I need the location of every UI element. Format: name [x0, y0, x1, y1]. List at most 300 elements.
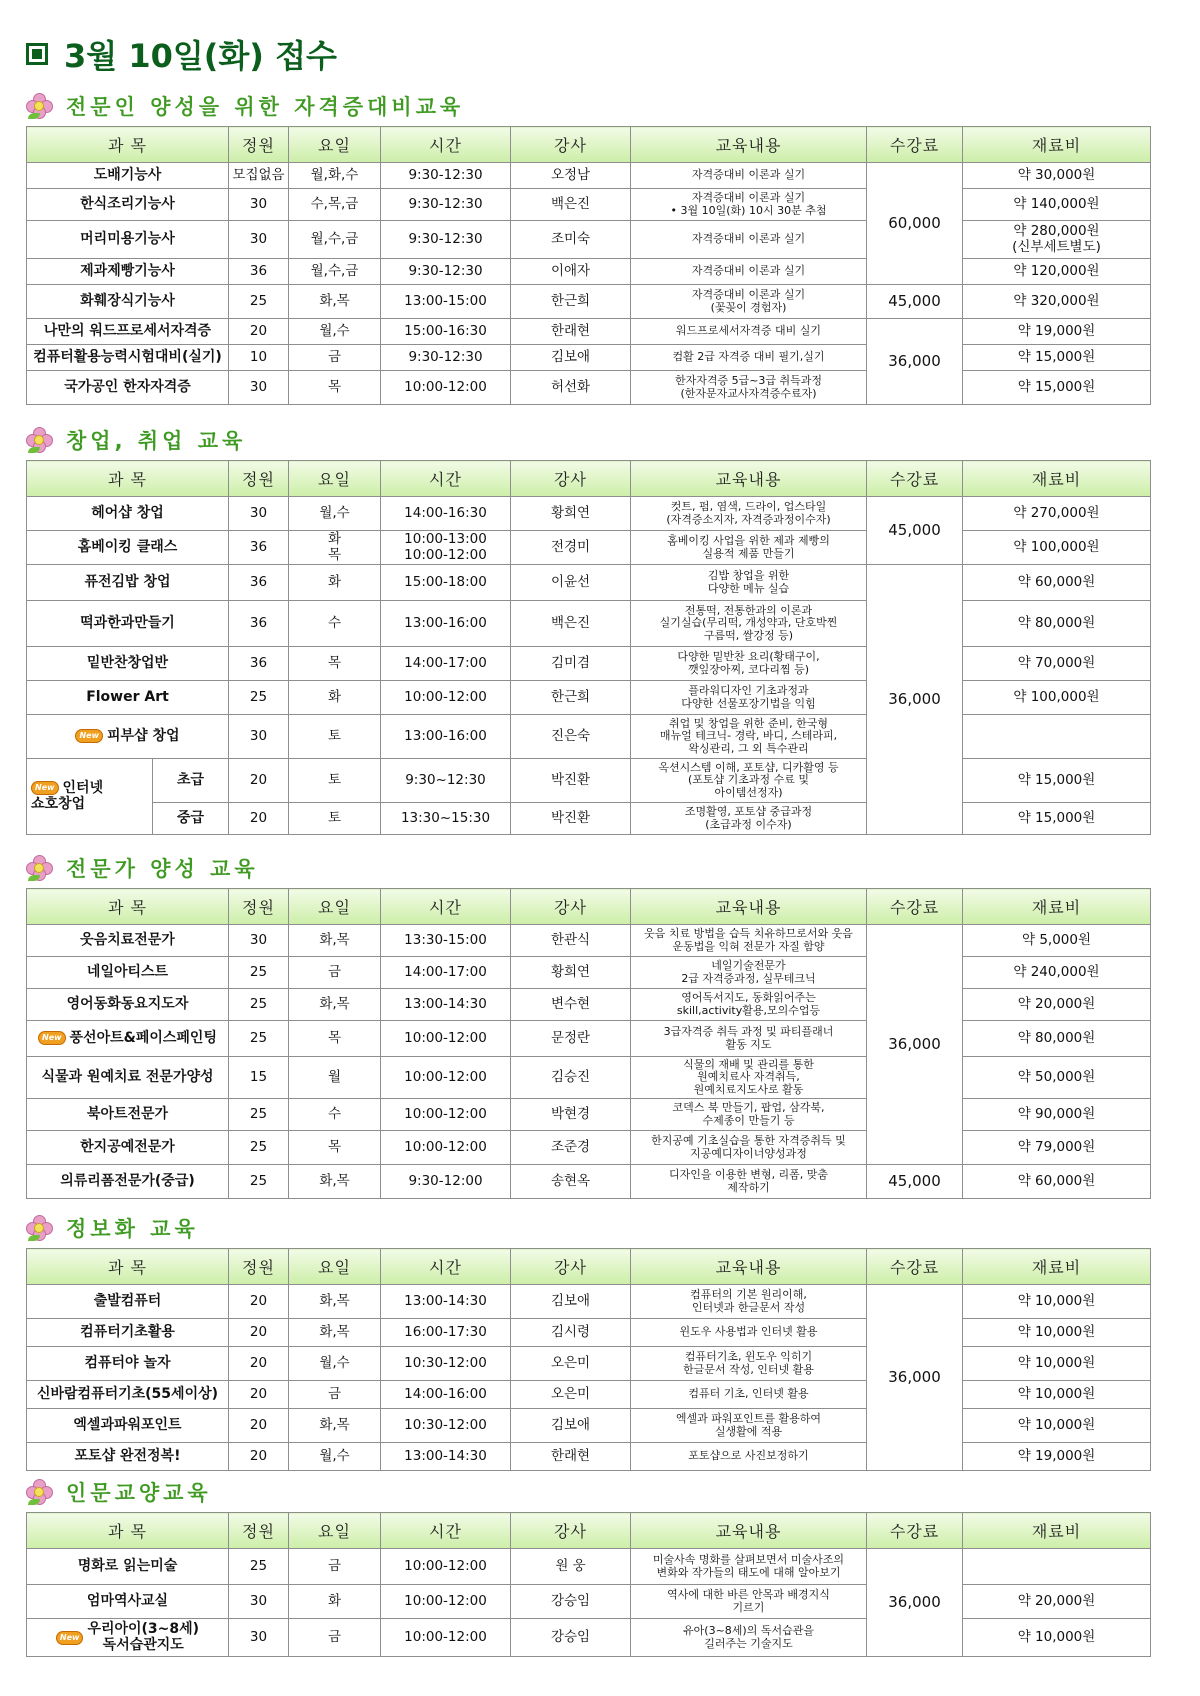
course-table — [26, 888, 1151, 1199]
course-name — [27, 1021, 229, 1057]
days: 목 — [289, 371, 381, 405]
tuition-fee: 45,000 — [867, 1165, 963, 1199]
days: 화,목 — [289, 925, 381, 957]
table-row — [27, 715, 1151, 759]
table-header-row — [27, 1249, 1151, 1285]
tuition-fee: 36,000 — [867, 1285, 963, 1471]
time: 9:30-12:30 — [381, 221, 511, 259]
time: 14:00-17:00 — [381, 647, 511, 681]
content: 플라워디자인 기초과정과 다양한 선물포장기법을 익힘 — [631, 681, 867, 715]
capacity: 20 — [229, 319, 289, 345]
capacity: 30 — [229, 1619, 289, 1657]
content: 홈베이킹 사업을 위한 제과 제빵의 실용적 제품 만들기 — [631, 531, 867, 565]
time: 10:00-12:00 — [381, 1099, 511, 1131]
table-row — [27, 759, 1151, 803]
header-time: 시간 — [381, 1249, 511, 1285]
header-fee: 수강료 — [867, 889, 963, 925]
content: 웃음 치료 방법을 습득 치유하므로서와 웃음 운동법을 익혀 전문가 자질 함양 — [631, 925, 867, 957]
material-fee: 약 270,000원 — [963, 497, 1151, 531]
content: 자격증대비 이론과 실기 — [631, 221, 867, 259]
days: 월,수 — [289, 319, 381, 345]
course-table — [26, 1248, 1151, 1471]
time: 13:00-14:30 — [381, 989, 511, 1021]
table-row — [27, 531, 1151, 565]
capacity: 25 — [229, 957, 289, 989]
course-name: 국가공인 한자자격증 — [27, 371, 229, 405]
teacher: 황희연 — [511, 497, 631, 531]
section-title: 창업, 취업 교육 — [66, 429, 247, 453]
teacher: 백은진 — [511, 189, 631, 221]
table-row — [27, 1021, 1151, 1057]
time: 14:00-17:00 — [381, 957, 511, 989]
course-table — [26, 126, 1151, 405]
content: 다양한 밑반찬 요리(황태구이, 깻잎장아찌, 코다리찜 등) — [631, 647, 867, 681]
time: 10:30-12:00 — [381, 1409, 511, 1443]
content: 자격증대비 이론과 실기 (꽃꽂이 경험자) — [631, 285, 867, 319]
header-fee: 수강료 — [867, 461, 963, 497]
teacher: 강승임 — [511, 1619, 631, 1657]
capacity: 모집없음 — [229, 163, 289, 189]
course-name: 포토샵 완전정복! — [27, 1443, 229, 1471]
course-name: 출발컴퓨터 — [27, 1285, 229, 1319]
header-course: 과 목 — [27, 461, 229, 497]
material-fee: 약 80,000원 — [963, 601, 1151, 647]
header-time: 시간 — [381, 461, 511, 497]
time: 9:30~12:30 — [381, 759, 511, 803]
header-material: 재료비 — [963, 889, 1151, 925]
teacher: 전경미 — [511, 531, 631, 565]
content: 유아(3~8세)의 독서습관을 길러주는 기술지도 — [631, 1619, 867, 1657]
capacity: 25 — [229, 1165, 289, 1199]
teacher: 김시령 — [511, 1319, 631, 1347]
capacity: 36 — [229, 601, 289, 647]
days: 화 — [289, 565, 381, 601]
course-name: 컴퓨터야 놀자 — [27, 1347, 229, 1381]
time: 10:00-12:00 — [381, 1057, 511, 1099]
course-name-text: 인터넷 쇼호창업 — [31, 779, 104, 812]
teacher: 김미겸 — [511, 647, 631, 681]
header-days: 요일 — [289, 127, 381, 163]
time: 10:00-12:00 — [381, 1549, 511, 1585]
course-name: 떡과한과만들기 — [27, 601, 229, 647]
header-teacher: 강사 — [511, 127, 631, 163]
table-row — [27, 647, 1151, 681]
tuition-fee: 36,000 — [867, 925, 963, 1165]
course-name-text: 풍선아트&페이스페인팅 — [69, 1029, 217, 1046]
header-time: 시간 — [381, 127, 511, 163]
time: 9:30-12:30 — [381, 345, 511, 371]
table-row — [27, 957, 1151, 989]
capacity: 30 — [229, 221, 289, 259]
table-row — [27, 163, 1151, 189]
material-fee: 약 80,000원 — [963, 1021, 1151, 1057]
table-row — [27, 803, 1151, 835]
material-fee: 약 60,000원 — [963, 565, 1151, 601]
material-fee: 약 100,000원 — [963, 531, 1151, 565]
course-name: 머리미용기능사 — [27, 221, 229, 259]
capacity: 25 — [229, 1021, 289, 1057]
time: 15:00-18:00 — [381, 565, 511, 601]
course-name — [27, 1619, 229, 1657]
course-name — [27, 759, 153, 835]
teacher: 강승임 — [511, 1585, 631, 1619]
course-name: 나만의 워드프로세서자격증 — [27, 319, 229, 345]
table-row — [27, 345, 1151, 371]
capacity: 20 — [229, 1409, 289, 1443]
material-fee: 약 240,000원 — [963, 957, 1151, 989]
table-row — [27, 1057, 1151, 1099]
days: 월,수 — [289, 1347, 381, 1381]
content: 엑셀과 파워포인트를 활용하여 실생활에 적용 — [631, 1409, 867, 1443]
course-name: 도배기능사 — [27, 163, 229, 189]
course-name: 화훼장식기능사 — [27, 285, 229, 319]
new-badge-icon: New — [56, 1631, 84, 1645]
header-time: 시간 — [381, 889, 511, 925]
header-days: 요일 — [289, 1513, 381, 1549]
time: 9:30-12:30 — [381, 189, 511, 221]
table-row — [27, 319, 1151, 345]
table-row — [27, 497, 1151, 531]
days: 금 — [289, 957, 381, 989]
teacher: 원 웅 — [511, 1549, 631, 1585]
teacher: 한관식 — [511, 925, 631, 957]
course-name-text: 우리아이(3~8세) 독서습관지도 — [87, 1620, 200, 1653]
content: 컷트, 펌, 염색, 드라이, 업스타일 (자격증소지자, 자격증과정이수자) — [631, 497, 867, 531]
days: 목 — [289, 1021, 381, 1057]
days: 금 — [289, 345, 381, 371]
material-fee: 약 10,000원 — [963, 1381, 1151, 1409]
content: 한지공예 기초실습을 통한 자격증취득 및 지공예디자이너양성과정 — [631, 1131, 867, 1165]
teacher: 조준경 — [511, 1131, 631, 1165]
header-fee: 수강료 — [867, 1249, 963, 1285]
header-course: 과 목 — [27, 1249, 229, 1285]
capacity: 36 — [229, 647, 289, 681]
content: 취업 및 창업을 위한 준비, 한국형 매뉴얼 테크닉- 경락, 바디, 스테라피, 왁싱관리, 그 외 특수관리 — [631, 715, 867, 759]
tuition-fee: 36,000 — [867, 1549, 963, 1657]
table-header-row — [27, 127, 1151, 163]
time: 13:30~15:30 — [381, 803, 511, 835]
table-row — [27, 925, 1151, 957]
content: 미술사속 명화를 살펴보면서 미술사조의 변화와 작가들의 태도에 대해 알아보기 — [631, 1549, 867, 1585]
header-content: 교육내용 — [631, 127, 867, 163]
course-name: 엑셀과파워포인트 — [27, 1409, 229, 1443]
teacher: 김보애 — [511, 345, 631, 371]
content: 전통떡, 전통한과의 이론과 실기실습(무리떡, 개성약과, 단호박찐 구름떡, 쌀강정 등) — [631, 601, 867, 647]
days: 토 — [289, 715, 381, 759]
table-row — [27, 1619, 1151, 1657]
teacher: 김보애 — [511, 1285, 631, 1319]
time: 9:30-12:00 — [381, 1165, 511, 1199]
tuition-fee: 45,000 — [867, 497, 963, 565]
table-row — [27, 1285, 1151, 1319]
days: 월,수 — [289, 1443, 381, 1471]
teacher: 이윤선 — [511, 565, 631, 601]
days: 화 — [289, 1585, 381, 1619]
table-header-row — [27, 1513, 1151, 1549]
section-expert — [26, 848, 1150, 1199]
time: 10:30-12:00 — [381, 1347, 511, 1381]
table-row — [27, 1381, 1151, 1409]
table-header-row — [27, 889, 1151, 925]
material-fee: 약 320,000원 — [963, 285, 1151, 319]
material-fee: 약 15,000원 — [963, 803, 1151, 835]
teacher: 백은진 — [511, 601, 631, 647]
material-fee: 약 5,000원 — [963, 925, 1151, 957]
material-fee: 약 79,000원 — [963, 1131, 1151, 1165]
teacher: 박진환 — [511, 803, 631, 835]
capacity: 20 — [229, 1443, 289, 1471]
header-teacher: 강사 — [511, 1249, 631, 1285]
capacity: 30 — [229, 497, 289, 531]
header-time: 시간 — [381, 1513, 511, 1549]
tuition-fee: 36,000 — [867, 319, 963, 405]
header-days: 요일 — [289, 1249, 381, 1285]
teacher: 박진환 — [511, 759, 631, 803]
content: 워드프로세서자격증 대비 실기 — [631, 319, 867, 345]
days: 화 — [289, 681, 381, 715]
material-fee: 약 70,000원 — [963, 647, 1151, 681]
days: 수,목,금 — [289, 189, 381, 221]
teacher: 황희연 — [511, 957, 631, 989]
capacity: 30 — [229, 189, 289, 221]
tuition-fee: 60,000 — [867, 163, 963, 285]
time: 14:00-16:00 — [381, 1381, 511, 1409]
teacher: 한래현 — [511, 1443, 631, 1471]
material-fee: 약 60,000원 — [963, 1165, 1151, 1199]
course-name: 컴퓨터기초활용 — [27, 1319, 229, 1347]
material-fee: 약 19,000원 — [963, 1443, 1151, 1471]
material-fee: 약 100,000원 — [963, 681, 1151, 715]
table-row — [27, 1319, 1151, 1347]
content: 컴퓨터기초, 윈도우 익히기 한글문서 작성, 인터넷 활용 — [631, 1347, 867, 1381]
header-teacher: 강사 — [511, 889, 631, 925]
days: 화,목 — [289, 1319, 381, 1347]
flower-icon — [26, 427, 52, 453]
teacher: 오은미 — [511, 1381, 631, 1409]
time: 13:00-16:00 — [381, 715, 511, 759]
flower-icon — [26, 855, 52, 881]
content: 식물의 재배 및 관리를 통한 원예치료사 자격취득, 원예치료지도사로 활동 — [631, 1057, 867, 1099]
header-course: 과 목 — [27, 889, 229, 925]
header-material: 재료비 — [963, 127, 1151, 163]
content: 포토샵으로 사진보정하기 — [631, 1443, 867, 1471]
header-fee: 수강료 — [867, 127, 963, 163]
content: 윈도우 사용법과 인터넷 활용 — [631, 1319, 867, 1347]
capacity: 36 — [229, 259, 289, 285]
course-name: 영어동화동요지도자 — [27, 989, 229, 1021]
header-material: 재료비 — [963, 1513, 1151, 1549]
course-name: 퓨전김밥 창업 — [27, 565, 229, 601]
days: 화,목 — [289, 989, 381, 1021]
teacher: 한래현 — [511, 319, 631, 345]
header-material: 재료비 — [963, 1249, 1151, 1285]
flower-icon — [26, 1479, 52, 1505]
table-row — [27, 371, 1151, 405]
teacher: 변수현 — [511, 989, 631, 1021]
page-title — [26, 30, 337, 78]
header-capacity: 정원 — [229, 1249, 289, 1285]
days: 토 — [289, 803, 381, 835]
course-level: 초급 — [153, 759, 229, 803]
table-row — [27, 1409, 1151, 1443]
teacher: 한근희 — [511, 285, 631, 319]
teacher: 박현경 — [511, 1099, 631, 1131]
header-material: 재료비 — [963, 461, 1151, 497]
course-name: 네일아티스트 — [27, 957, 229, 989]
teacher: 이애자 — [511, 259, 631, 285]
table-row — [27, 189, 1151, 221]
time: 10:00-12:00 — [381, 1021, 511, 1057]
days: 화,목 — [289, 1285, 381, 1319]
course-level: 중급 — [153, 803, 229, 835]
days: 수 — [289, 1099, 381, 1131]
header-content: 교육내용 — [631, 461, 867, 497]
header-teacher: 강사 — [511, 461, 631, 497]
teacher: 진은숙 — [511, 715, 631, 759]
section-title: 인문교양교육 — [66, 1481, 212, 1505]
table-row — [27, 259, 1151, 285]
days: 금 — [289, 1549, 381, 1585]
course-name: 컴퓨터활용능력시험대비(실기) — [27, 345, 229, 371]
material-fee: 약 15,000원 — [963, 345, 1151, 371]
capacity: 25 — [229, 1099, 289, 1131]
material-fee — [963, 1549, 1151, 1585]
teacher: 한근희 — [511, 681, 631, 715]
days: 월 — [289, 1057, 381, 1099]
square-bullet-icon — [26, 43, 48, 65]
header-content: 교육내용 — [631, 1513, 867, 1549]
content: 옥션시스템 이해, 포토샵, 디카활영 등 (포토샵 기초과정 수료 및 아이템선정자) — [631, 759, 867, 803]
course-name: 한식조리기능사 — [27, 189, 229, 221]
table-row — [27, 1165, 1151, 1199]
material-fee: 약 50,000원 — [963, 1057, 1151, 1099]
capacity: 25 — [229, 1131, 289, 1165]
time: 10:00-12:00 — [381, 681, 511, 715]
course-name: 의류리폼전문가(중급) — [27, 1165, 229, 1199]
section-title: 정보화 교육 — [66, 1217, 199, 1241]
section-computer — [26, 1208, 1150, 1471]
capacity: 25 — [229, 681, 289, 715]
time: 9:30-12:30 — [381, 259, 511, 285]
material-fee — [963, 715, 1151, 759]
table-row — [27, 1347, 1151, 1381]
content: 디자인을 이용한 변형, 리폼, 맞춤 제작하기 — [631, 1165, 867, 1199]
header-content: 교육내용 — [631, 1249, 867, 1285]
time: 14:00-16:30 — [381, 497, 511, 531]
content: 컴퓨터 기초, 인터넷 활용 — [631, 1381, 867, 1409]
section-certification — [26, 86, 1150, 405]
time: 10:00-12:00 — [381, 1619, 511, 1657]
table-row — [27, 601, 1151, 647]
time: 16:00-17:30 — [381, 1319, 511, 1347]
material-fee: 약 10,000원 — [963, 1409, 1151, 1443]
header-fee: 수강료 — [867, 1513, 963, 1549]
course-name: 제과제빵기능사 — [27, 259, 229, 285]
course-name: 홈베이킹 클래스 — [27, 531, 229, 565]
table-row — [27, 1131, 1151, 1165]
capacity: 20 — [229, 759, 289, 803]
capacity: 10 — [229, 345, 289, 371]
course-name: 북아트전문가 — [27, 1099, 229, 1131]
course-name: 한지공예전문가 — [27, 1131, 229, 1165]
teacher: 김보애 — [511, 1409, 631, 1443]
time: 10:00-12:00 — [381, 371, 511, 405]
content: 네일기술전문가 2급 자격증과정, 실무테크닉 — [631, 957, 867, 989]
capacity: 20 — [229, 1381, 289, 1409]
days: 화,목 — [289, 285, 381, 319]
section-startup — [26, 420, 1150, 835]
time: 10:00-12:00 — [381, 1131, 511, 1165]
capacity: 25 — [229, 989, 289, 1021]
section-title: 전문인 양성을 위한 자격증대비교육 — [66, 95, 465, 119]
days: 월,수 — [289, 497, 381, 531]
material-fee: 약 10,000원 — [963, 1319, 1151, 1347]
header-course: 과 목 — [27, 1513, 229, 1549]
table-row — [27, 285, 1151, 319]
header-capacity: 정원 — [229, 889, 289, 925]
material-fee: 약 120,000원 — [963, 259, 1151, 285]
days: 금 — [289, 1619, 381, 1657]
capacity: 20 — [229, 1347, 289, 1381]
days: 토 — [289, 759, 381, 803]
table-row — [27, 681, 1151, 715]
header-capacity: 정원 — [229, 1513, 289, 1549]
teacher: 김승진 — [511, 1057, 631, 1099]
table-header-row — [27, 461, 1151, 497]
material-fee: 약 280,000원 (신부세트별도) — [963, 221, 1151, 259]
capacity: 25 — [229, 285, 289, 319]
table-row — [27, 565, 1151, 601]
time: 15:00-16:30 — [381, 319, 511, 345]
table-row — [27, 1099, 1151, 1131]
tuition-fee: 45,000 — [867, 285, 963, 319]
section-humanities — [26, 1472, 1150, 1657]
material-fee: 약 19,000원 — [963, 319, 1151, 345]
material-fee: 약 20,000원 — [963, 989, 1151, 1021]
days: 목 — [289, 647, 381, 681]
flower-icon — [26, 93, 52, 119]
header-content: 교육내용 — [631, 889, 867, 925]
teacher: 송현옥 — [511, 1165, 631, 1199]
capacity: 20 — [229, 1285, 289, 1319]
content: 컴활 2급 자격증 대비 필기,실기 — [631, 345, 867, 371]
capacity: 36 — [229, 531, 289, 565]
teacher: 허선화 — [511, 371, 631, 405]
capacity: 30 — [229, 925, 289, 957]
material-fee: 약 90,000원 — [963, 1099, 1151, 1131]
material-fee: 약 140,000원 — [963, 189, 1151, 221]
capacity: 15 — [229, 1057, 289, 1099]
content: 3급자격증 취득 과정 및 파티플래너 활동 지도 — [631, 1021, 867, 1057]
days: 목 — [289, 1131, 381, 1165]
header-days: 요일 — [289, 461, 381, 497]
header-days: 요일 — [289, 889, 381, 925]
course-table — [26, 460, 1151, 835]
content: 자격증대비 이론과 실기 — [631, 259, 867, 285]
teacher: 오은미 — [511, 1347, 631, 1381]
table-row — [27, 1549, 1151, 1585]
course-name: 헤어샵 창업 — [27, 497, 229, 531]
time: 13:00-14:30 — [381, 1443, 511, 1471]
course-name: 웃음치료전문가 — [27, 925, 229, 957]
course-name: 신바람컴퓨터기초(55세이상) — [27, 1381, 229, 1409]
flower-icon — [26, 1215, 52, 1241]
course-name: 명화로 읽는미술 — [27, 1549, 229, 1585]
content: 역사에 대한 바른 안목과 배경지식 기르기 — [631, 1585, 867, 1619]
capacity: 20 — [229, 803, 289, 835]
days: 수 — [289, 601, 381, 647]
days: 월,수,금 — [289, 221, 381, 259]
